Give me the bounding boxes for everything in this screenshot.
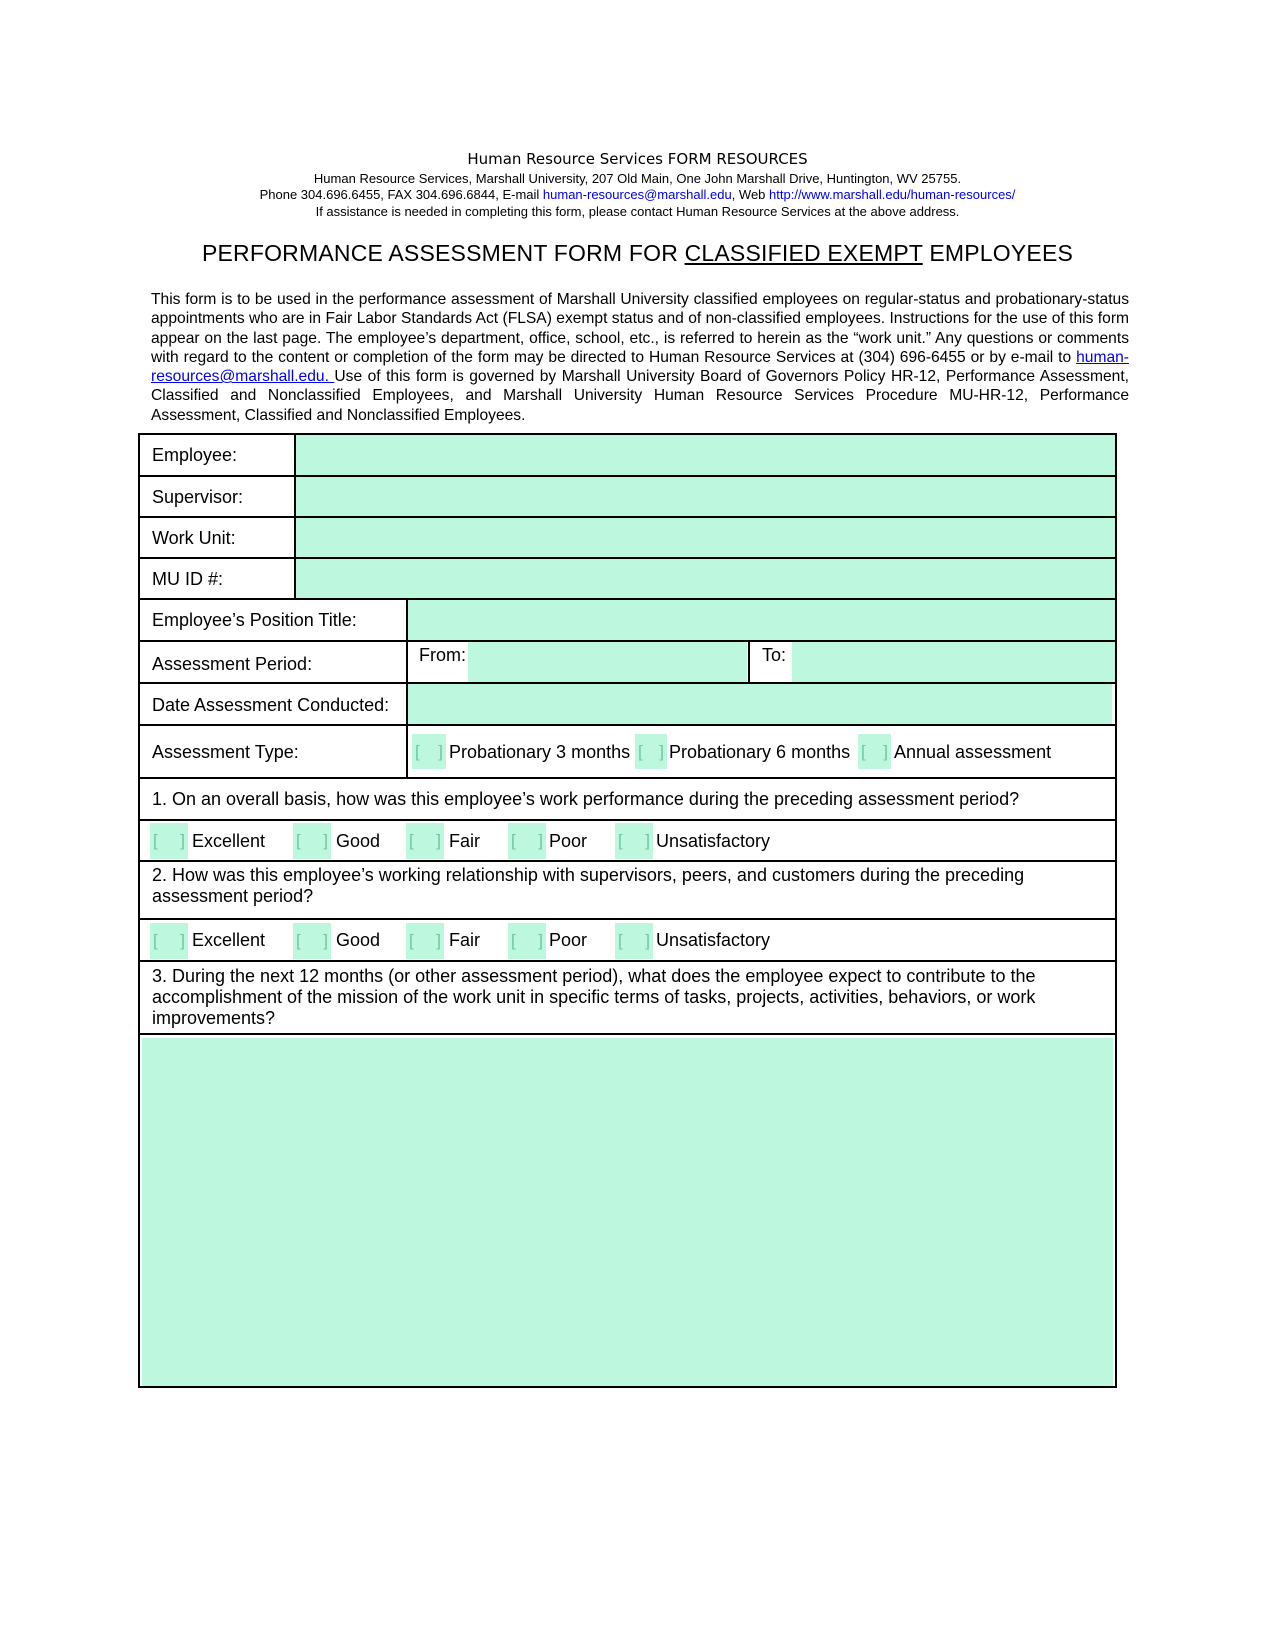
question-1: 1. On an overall basis, how was this employee’s work performance during the preceding assessment period?	[152, 789, 1020, 809]
q1-excellent-label: Excellent	[192, 831, 266, 851]
q2-good-label: Good	[336, 930, 381, 950]
intro-email-link[interactable]: human-resources@marshall.edu.	[151, 348, 1129, 386]
web-link[interactable]: http://www.marshall.edu/human-resources/	[769, 187, 1016, 202]
email-link[interactable]: human-resources@marshall.edu	[542, 187, 732, 202]
to-date-field[interactable]	[792, 642, 1115, 682]
supervisor-field[interactable]	[296, 477, 1115, 516]
q1-poor-checkbox[interactable]: [ ]	[508, 823, 546, 859]
title-underlined: CLASSIFIED EXEMPT	[684, 240, 923, 266]
row-question-1	[140, 779, 1115, 821]
date-conducted-label: Date Assessment Conducted:	[152, 695, 390, 715]
q2-excellent-checkbox[interactable]: [ ]	[150, 923, 188, 959]
header-assistance: If assistance is needed in completing this form, please contact Human Resource Services at the above address.	[315, 204, 960, 219]
q2-excellent-label: Excellent	[192, 930, 266, 950]
header-title: Human Resource Services FORM RESOURCES	[467, 150, 808, 168]
probationary-3-checkbox[interactable]: [ ]	[412, 734, 446, 769]
q1-good-label: Good	[336, 831, 381, 851]
work-unit-field[interactable]	[296, 518, 1115, 557]
header-contact	[0, 187, 1275, 202]
q2-fair-label: Fair	[449, 930, 480, 950]
title-before: PERFORMANCE ASSESSMENT FORM FOR	[201, 240, 685, 266]
row-assessment-period	[140, 642, 1115, 684]
row-position-title	[140, 600, 1115, 642]
row-assessment-type	[140, 726, 1115, 779]
row-rating-1	[140, 821, 1115, 862]
employee-field[interactable]	[296, 435, 1115, 475]
q1-excellent-checkbox[interactable]: [ ]	[150, 823, 188, 859]
row-work-unit	[140, 518, 1115, 559]
question-2: 2. How was this employee’s working relationship with supervisors, peers, and customers during the preceding assessment period?	[152, 865, 1025, 906]
q2-unsatisfactory-label: Unsatisfactory	[656, 930, 771, 950]
probationary-6-checkbox[interactable]: [ ]	[635, 734, 667, 769]
probationary-6-label: Probationary 6 months	[669, 742, 851, 762]
employee-label: Employee:	[152, 445, 238, 465]
position-title-label: Employee’s Position Title:	[152, 610, 357, 630]
row-supervisor	[140, 477, 1115, 518]
position-title-field[interactable]	[408, 600, 1115, 640]
assessment-form	[138, 433, 1117, 1388]
row-employee	[140, 435, 1115, 477]
q1-fair-label: Fair	[449, 831, 480, 851]
row-question-2	[140, 862, 1115, 920]
header-address: Human Resource Services, Marshall University, 207 Old Main, One John Marshall Drive, Huntington, WV 25755.	[313, 171, 962, 186]
from-label: From:	[419, 645, 466, 665]
intro-text: This form is to be used in the performance assessment of Marshall University classified employees on regular-status and probationary-status appointments who are in Fair Labor Standards Act (FLSA) exempt status and of non-classified employees. Instructions for the use of this form appear on the last page. The employee’s department, office, school, etc., is referred to herein as the “work unit.” Any questions or comments with regard to the content or completion of the form may be directed to Human Resource Services at (304) 696-6455 or by e-mail to	[151, 291, 1129, 366]
annual-assessment-label: Annual assessment	[894, 742, 1052, 762]
q1-good-checkbox[interactable]: [ ]	[293, 823, 331, 859]
question-3: 3. During the next 12 months (or other assessment period), what does the employee expect to contribute to the accomplishment of the mission of the work unit in specific terms of tasks, projects, activities, behaviors, or work improvements?	[152, 966, 1036, 1028]
date-conducted-field[interactable]	[408, 684, 1112, 724]
title-after: EMPLOYEES	[922, 240, 1074, 266]
contact-mid: , Web	[731, 187, 770, 202]
q1-unsatisfactory-label: Unsatisfactory	[656, 831, 771, 851]
question-3-answer-field[interactable]	[142, 1038, 1113, 1386]
page-title	[0, 240, 1275, 267]
q2-good-checkbox[interactable]: [ ]	[293, 923, 331, 959]
row-mu-id	[140, 559, 1115, 600]
mu-id-label: MU ID #:	[152, 569, 224, 589]
from-date-field[interactable]	[468, 642, 747, 682]
probationary-3-label: Probationary 3 months	[449, 742, 631, 762]
row-rating-2	[140, 920, 1115, 962]
supervisor-label: Supervisor:	[152, 487, 244, 507]
q2-unsatisfactory-checkbox[interactable]: [ ]	[615, 923, 653, 959]
assessment-period-label: Assessment Period:	[152, 654, 313, 674]
q2-poor-label: Poor	[549, 930, 588, 950]
to-label: To:	[762, 645, 787, 665]
q1-poor-label: Poor	[549, 831, 588, 851]
q2-fair-checkbox[interactable]: [ ]	[406, 923, 444, 959]
intro-text-after: Use of this form is governed by Marshall University Board of Governors Policy HR-12, Performance Assessment, Classified and Nonclassified Employees, and Marshall University Human Resource Services Procedure MU-HR-12, Performance Assessment, Classified and Nonclassified Employees.	[151, 368, 1129, 424]
q1-unsatisfactory-checkbox[interactable]: [ ]	[615, 823, 653, 859]
assessment-type-label: Assessment Type:	[152, 742, 299, 762]
contact-prefix: Phone 304.696.6455, FAX 304.696.6844, E-mail	[259, 187, 543, 202]
row-date-conducted	[140, 684, 1115, 726]
row-question-3	[140, 962, 1115, 1035]
work-unit-label: Work Unit:	[152, 528, 236, 548]
intro-paragraph	[151, 290, 1129, 425]
annual-assessment-checkbox[interactable]: [ ]	[858, 734, 891, 769]
q1-fair-checkbox[interactable]: [ ]	[406, 823, 444, 859]
mu-id-field[interactable]	[296, 559, 1115, 598]
q2-poor-checkbox[interactable]: [ ]	[508, 923, 546, 959]
